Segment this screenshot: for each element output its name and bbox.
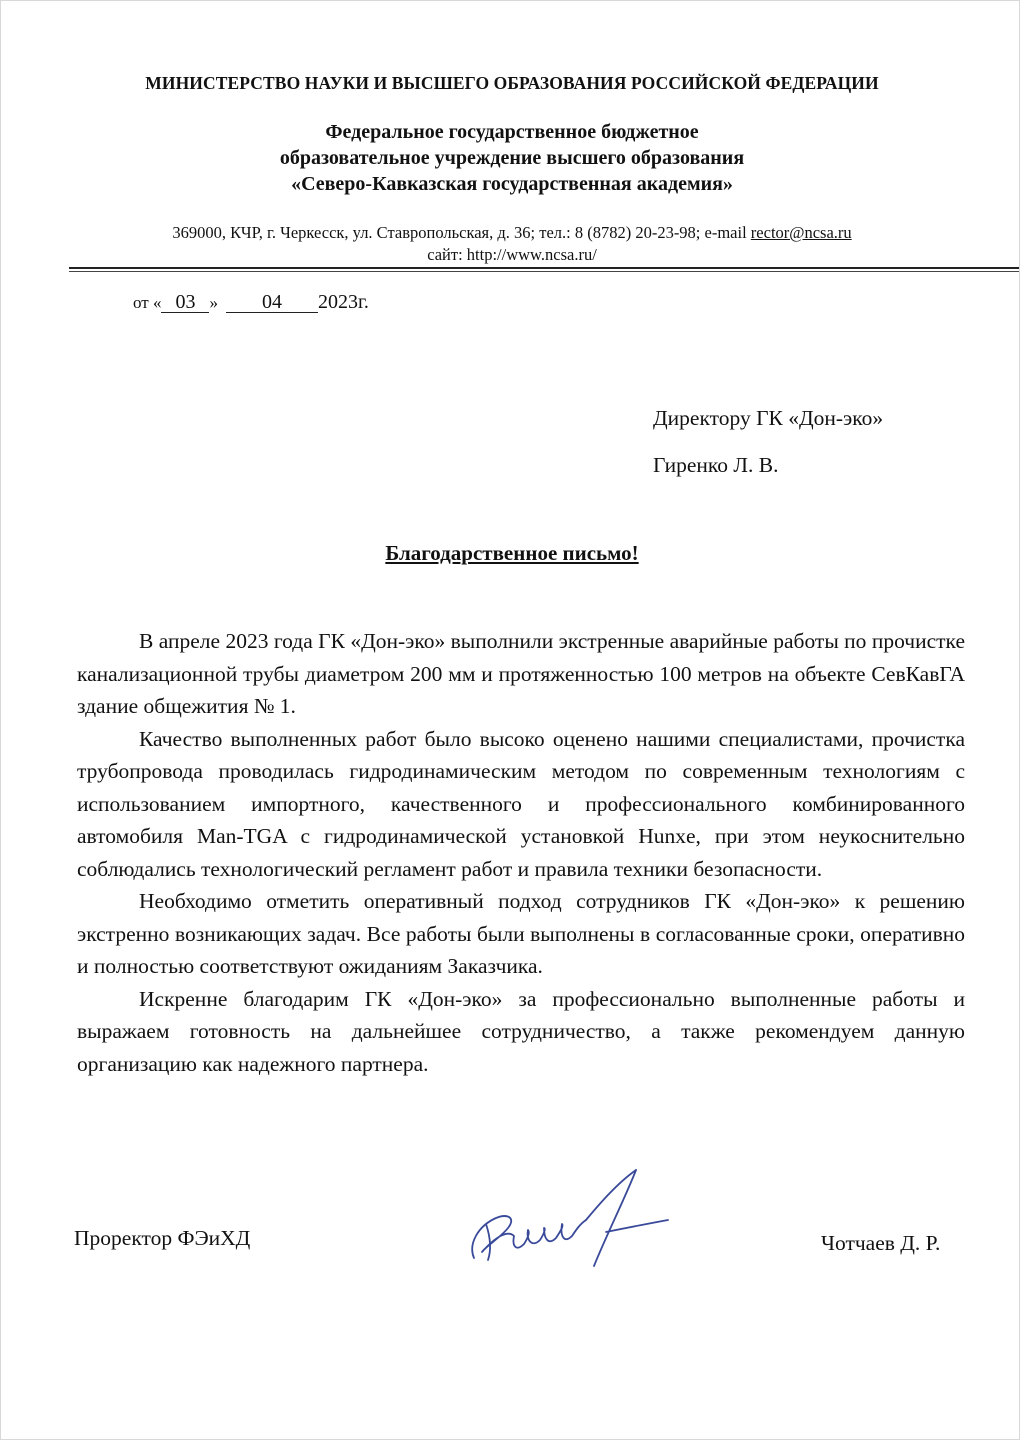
signatory-position: Проректор ФЭиХД	[74, 1226, 251, 1250]
institution-line-3: «Северо-Кавказская государственная академия»	[291, 173, 733, 195]
date-mid: »	[209, 293, 218, 312]
header-divider-thick	[69, 267, 1019, 269]
signatory-name: Чотчаев Д. Р.	[821, 1231, 941, 1255]
recipient-name: Гиренко Л. В.	[653, 453, 779, 477]
email-link[interactable]: rector@ncsa.ru	[750, 223, 852, 242]
date-day: 03	[161, 292, 209, 313]
letter-date	[133, 291, 369, 314]
institution-line-2: образовательное учреждение высшего образования	[279, 147, 745, 169]
date-prefix: от «	[133, 293, 162, 312]
handwritten-signature	[456, 1166, 676, 1276]
body-paragraph-2: Качество выполненных работ было высоко оценено нашими специалистами, прочистка трубопровода проводилась гидродинамическим методом по современным технологиям с использованием импортного, качественного и профессионального комбинированного автомобиля Man-TGA с гидродинамической установкой Hunxe, при этом неукоснительно соблюдались технологический регламент работ и правила техники безопасности.	[77, 726, 965, 881]
signature-strokes	[472, 1170, 668, 1266]
date-year: 2023г.	[317, 291, 369, 313]
address-line	[1, 223, 1022, 243]
institution-line-1: Федеральное государственное бюджетное	[325, 121, 699, 143]
header-divider-thin	[69, 271, 1019, 272]
letter-title: Благодарственное письмо!	[385, 541, 639, 565]
ministry-header: МИНИСТЕРСТВО НАУКИ И ВЫСШЕГО ОБРАЗОВАНИЯ РОССИЙСКОЙ ФЕДЕРАЦИИ	[145, 73, 879, 93]
body-paragraph-4: Искренне благодарим ГК «Дон-эко» за профессионально выполненные работы и выражаем готовность на дальнейшее сотрудничество, а также рекомендуем данную организацию как надежного партнера.	[77, 986, 965, 1076]
body-paragraph-1: В апреле 2023 года ГК «Дон-эко» выполнили экстренные аварийные работы по прочистке канализационной трубы диаметром 200 мм и протяженностью 100 метров на объекте СевКавГА здание общежития № 1.	[77, 629, 965, 718]
body-paragraph-3: Необходимо отметить оперативный подход сотрудников ГК «Дон-эко» к решению экстренно возникающих задач. Все работы были выполнены в согласованные сроки, оперативно и полностью соответствуют ожиданиям Заказчика.	[77, 889, 965, 978]
address-text: 369000, КЧР, г. Черкесск, ул. Ставропольская, д. 36; тел.: 8 (8782) 20-23-98; e-mail	[172, 223, 751, 242]
letter-body	[77, 625, 965, 1080]
recipient-position: Директору ГК «Дон-эко»	[653, 406, 884, 430]
date-month: 04	[226, 292, 318, 313]
site-line[interactable]: сайт: http://www.ncsa.ru/	[427, 245, 597, 264]
